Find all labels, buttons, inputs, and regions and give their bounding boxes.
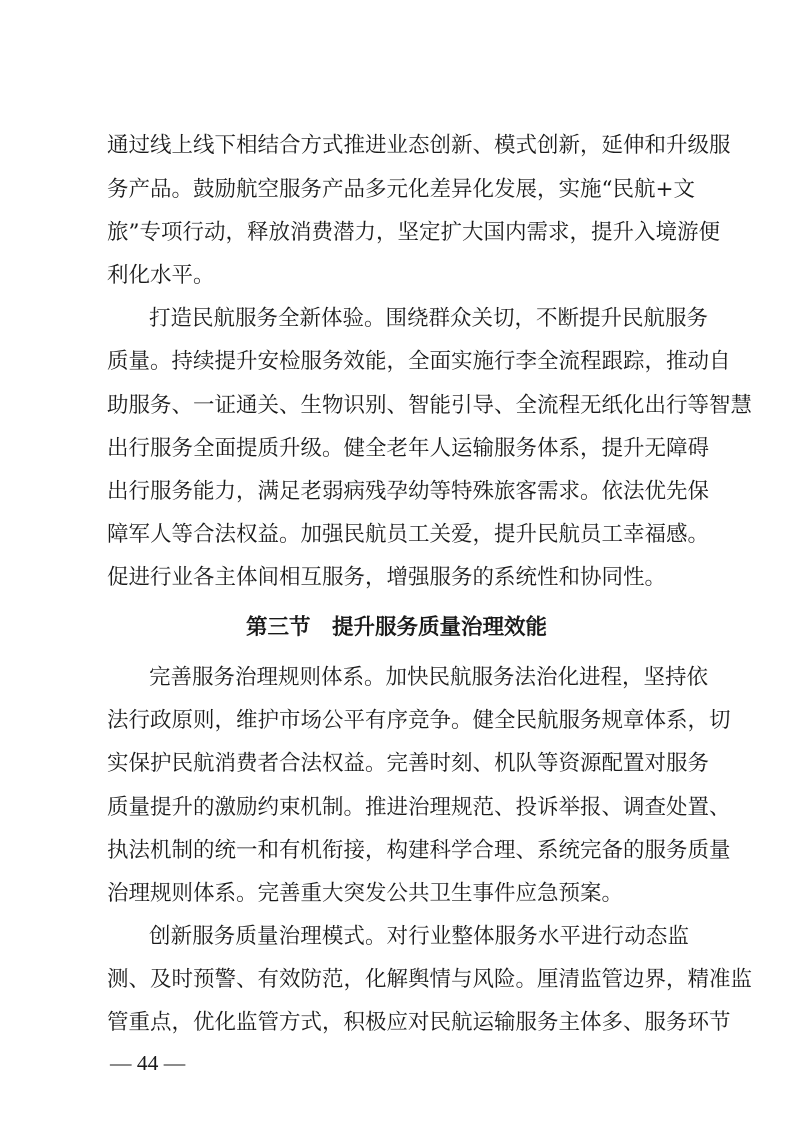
body-line: 管重点，优化监管方式，积极应对民航运输服务主体多、服务环节 [107, 1010, 731, 1035]
body-line: 法行政原则，维护市场公平有序竞争。健全民航服务规章体系，切 [107, 708, 731, 733]
body-line: 出行服务全面提质升级。健全老年人运输服务体系，提升无障碍 [107, 436, 710, 461]
body-line: 利化水平。 [107, 263, 215, 288]
body-line: 质量。持续提升安检服务效能，全面实施行李全流程跟踪，推动自 [107, 349, 731, 374]
body-line: 通过线上线下相结合方式推进业态创新、模式创新，延伸和升级服 [107, 133, 731, 158]
body-line: 旅”专项行动，释放消费潜力，坚定扩大国内需求，提升入境游便 [107, 220, 720, 245]
paragraph-lead-line: 创新服务质量治理模式。对行业整体服务水平进行动态监 [149, 924, 689, 949]
body-line: 执法机制的统一和有机衔接，构建科学合理、系统完备的服务质量 [107, 838, 731, 863]
body-line: 务产品。鼓励航空服务产品多元化差异化发展，实施“民航+文 [107, 177, 696, 202]
body-line: 实保护民航消费者合法权益。完善时刻、机队等资源配置对服务 [107, 751, 710, 776]
body-line: 助服务、一证通关、生物识别、智能引导、全流程无纸化出行等智慧 [107, 393, 753, 418]
page-number: — 44 — [110, 1051, 186, 1075]
section-heading: 第三节 提升服务质量治理效能 [245, 615, 547, 640]
body-line: 障军人等合法权益。加强民航员工关爱，提升民航员工幸福感。 [107, 522, 710, 547]
body-line: 测、及时预警、有效防范，化解舆情与风险。厘清监管边界，精准监 [107, 967, 753, 992]
body-line: 出行服务能力，满足老弱病残孕幼等特殊旅客需求。依法优先保 [107, 479, 710, 504]
body-line: 治理规则体系。完善重大突发公共卫生事件应急预案。 [107, 881, 624, 906]
body-line: 质量提升的激励约束机制。推进治理规范、投诉举报、调查处置、 [107, 795, 731, 820]
paragraph-lead-line: 完善服务治理规则体系。加快民航服务法治化进程，坚持依 [149, 665, 709, 690]
paragraph-lead-line: 打造民航服务全新体验。围绕群众关切，不断提升民航服务 [149, 306, 709, 331]
body-line: 促进行业各主体间相互服务，增强服务的系统性和协同性。 [107, 565, 667, 590]
